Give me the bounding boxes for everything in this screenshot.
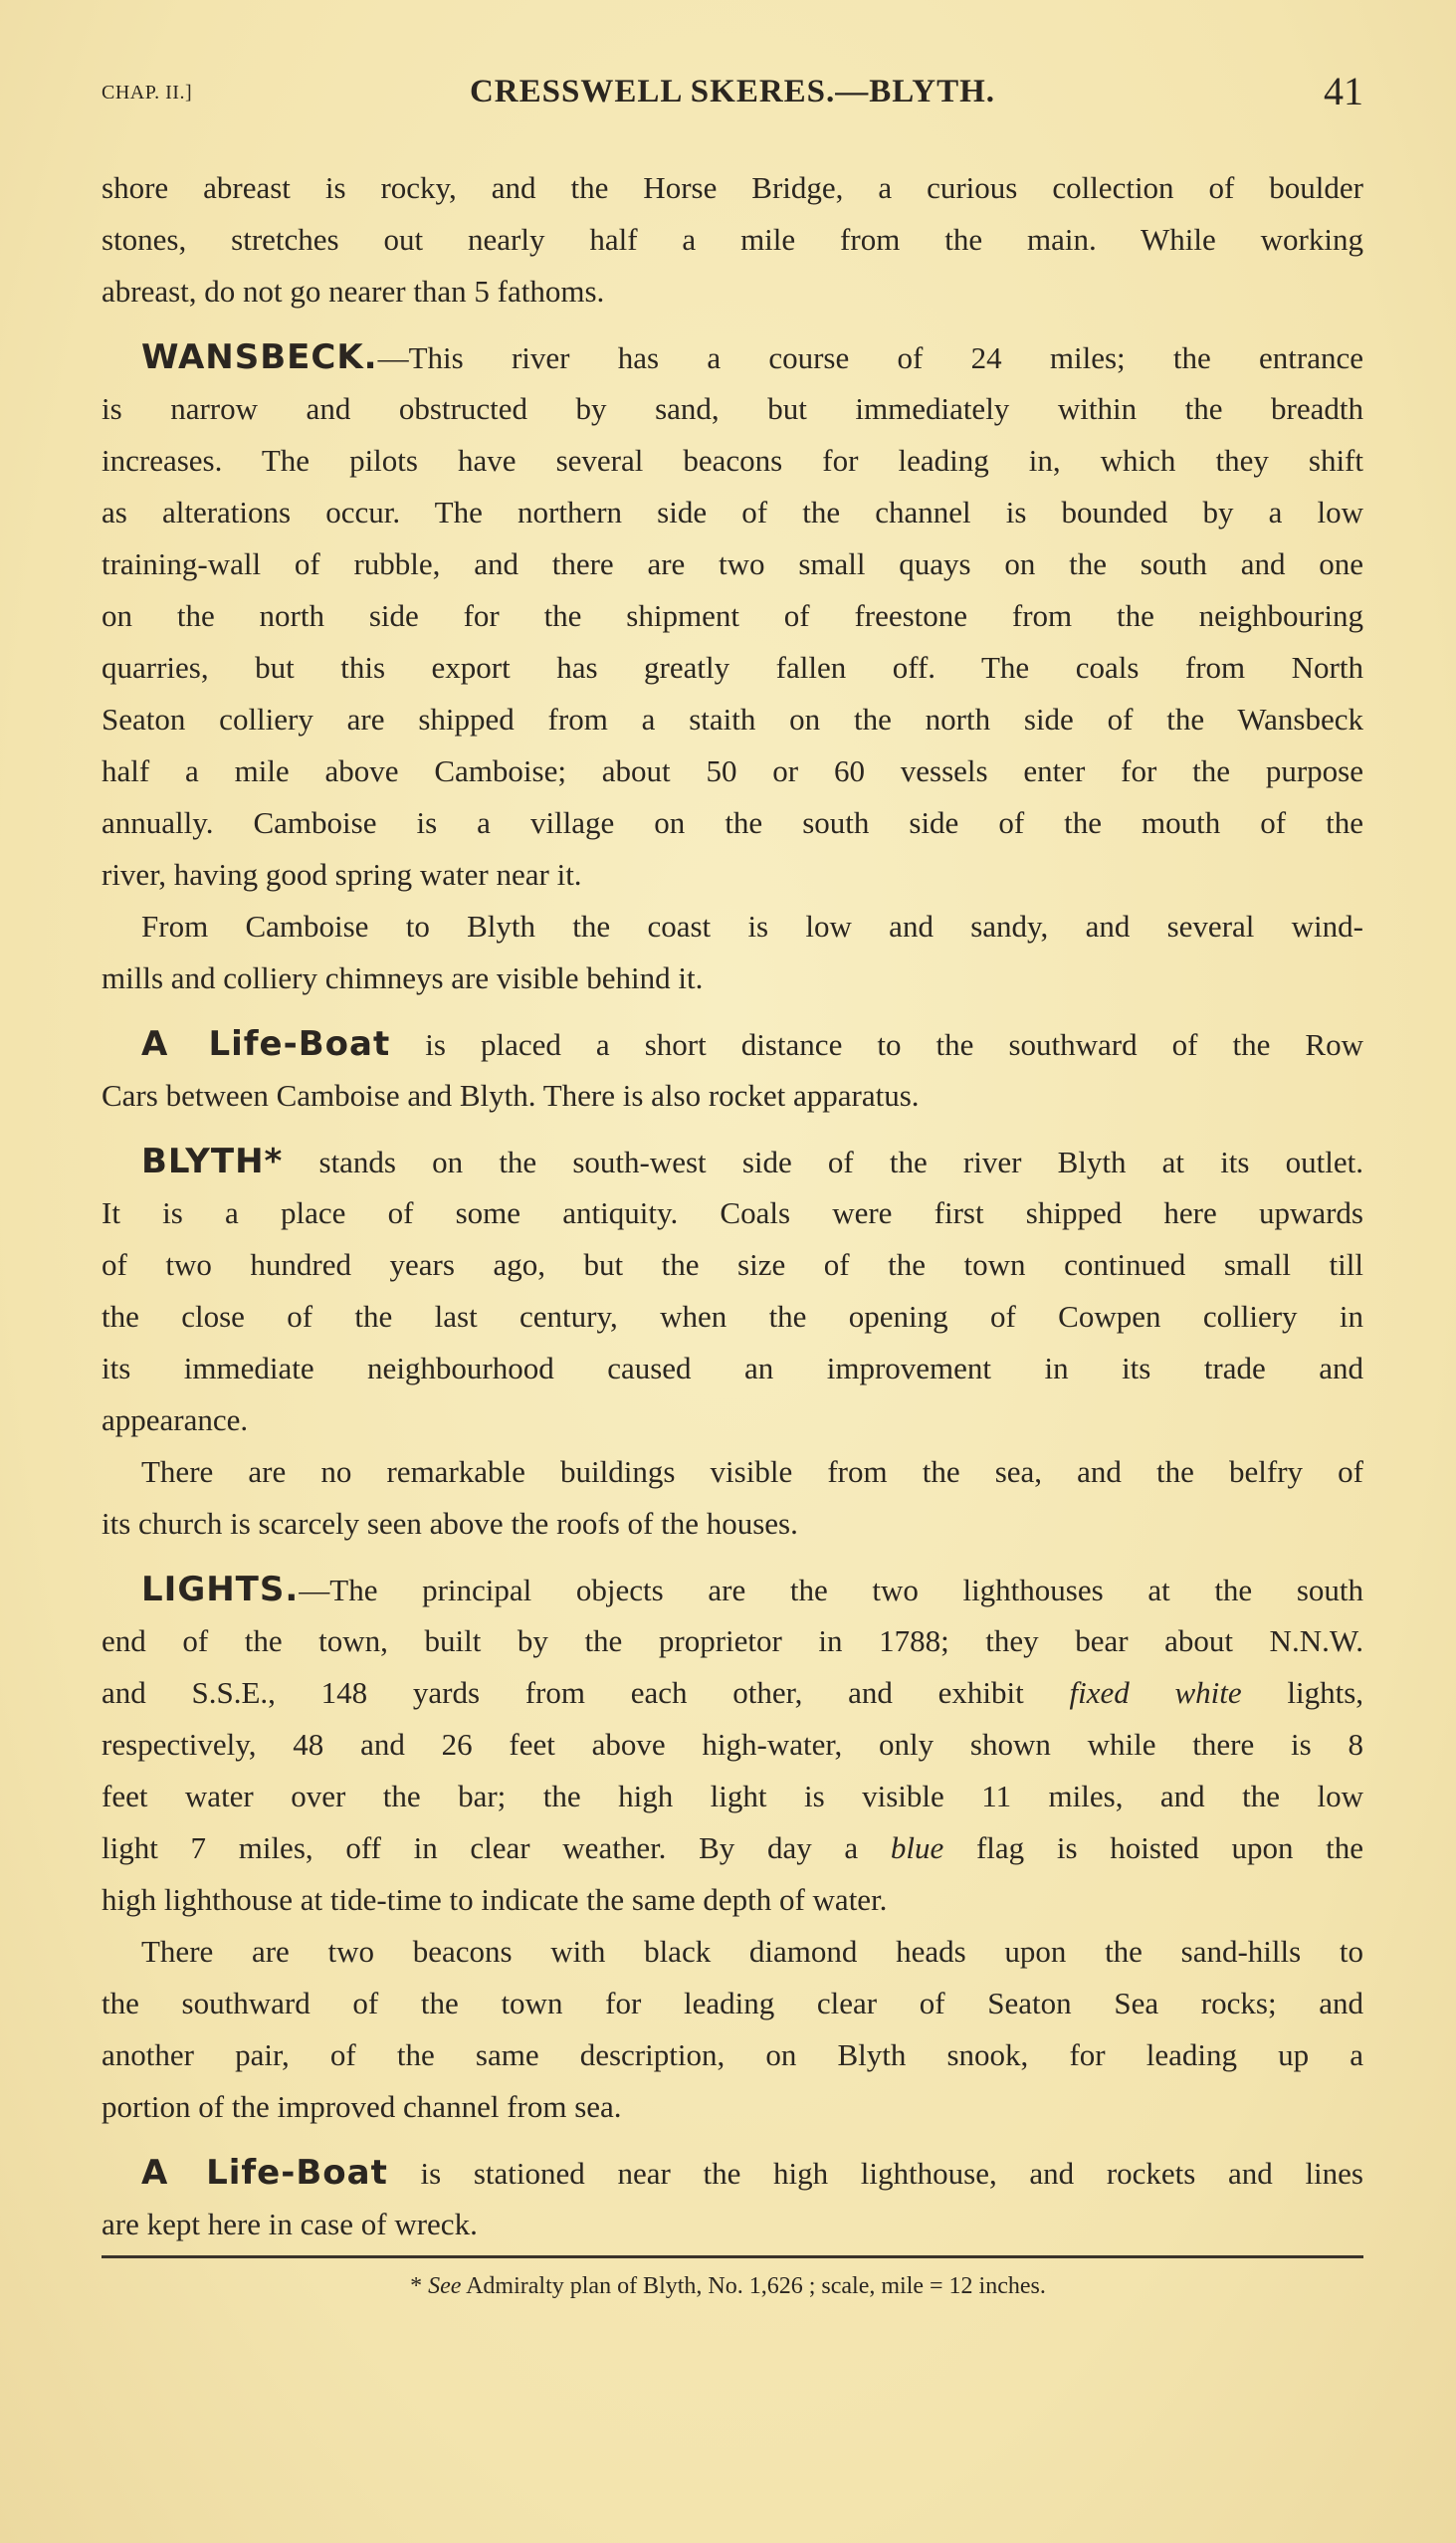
text-line: its immediate neighbourhood caused an improvement in its trade and [102, 1351, 1363, 1385]
footnote-rule [102, 2255, 1363, 2258]
text-line: It is a place of some antiquity. Coals were first shipped here upwards [102, 1195, 1363, 1230]
footnote-segment: See [428, 2273, 462, 2299]
footnote-segment: * [410, 2273, 429, 2299]
text-line: as alterations occur. The northern side of the channel is bounded by a low [102, 495, 1363, 530]
running-title: CRESSWELL SKERES.—BLYTH. [469, 74, 996, 109]
footnote-segment: Admiralty plan of Blyth, No. 1,626 ; scale, mile = 12 inches. [461, 2273, 1046, 2299]
text-line: Cars between Camboise and Blyth. There is also rocket apparatus. [102, 1078, 920, 1113]
text-segment: —This river has a course of 24 miles; the entrance [377, 340, 1363, 375]
text-line [141, 1136, 1363, 1187]
text-segment: lights, [1241, 1675, 1364, 1710]
text-line: mills and colliery chimneys are visible behind it. [102, 960, 704, 995]
text-segment: and S.S.E., 148 yards from each other, and exhibit [102, 1675, 1070, 1710]
text-line: training-wall of rubble, and there are two small quays on the south and one [102, 546, 1363, 581]
text-line: respectively, 48 and 26 feet above high-water, only shown while there is 8 [102, 1727, 1363, 1762]
text-line [141, 331, 1363, 383]
text-line: end of the town, built by the proprietor in 1788; they bear about N.N.W. [102, 1623, 1363, 1658]
text-line: is narrow and obstructed by sand, but immediately within the breadth [102, 391, 1363, 426]
page-number: 41 [1324, 69, 1363, 113]
text-line: the close of the last century, when the opening of Cowpen colliery in [102, 1299, 1363, 1334]
text-line: annually. Camboise is a village on the south side of the mouth of the [102, 805, 1363, 840]
italic-text: blue [890, 1830, 944, 1865]
text-segment: —The principal objects are the two lighthouses at the south [299, 1573, 1363, 1607]
text-line: There are two beacons with black diamond heads upon the sand-hills to [141, 1934, 1363, 1969]
text-line: are kept here in case of wreck. [102, 2207, 478, 2241]
text-line [102, 1822, 1363, 1874]
text-segment: is stationed near the high lighthouse, and rockets and lines [387, 2156, 1363, 2191]
section-heading: A Life-Boat [141, 2153, 388, 2193]
text-line: appearance. [102, 1402, 249, 1437]
text-line: feet water over the bar; the high light is visible 11 miles, and the low [102, 1779, 1363, 1813]
text-line: There are no remarkable buildings visible from the sea, and the belfry of [141, 1454, 1363, 1489]
text-line: of two hundred years ago, but the size of the town continued small till [102, 1247, 1363, 1282]
italic-text: fixed white [1069, 1675, 1242, 1710]
text-line: shore abreast is rocky, and the Horse Bridge, a curious collection of boulder [102, 170, 1363, 205]
text-segment: is placed a short distance to the southward of the Row [390, 1027, 1363, 1062]
text-line: another pair, of the same description, on Blyth snook, for leading up a [102, 2037, 1363, 2072]
section-heading: A Life-Boat [141, 1024, 391, 1064]
section-heading: BLYTH* [141, 1142, 284, 1181]
text-line: the southward of the town for leading clear of Seaton Sea rocks; and [102, 1986, 1363, 2020]
text-line [141, 2147, 1363, 2199]
section-heading: LIGHTS. [141, 1570, 300, 1609]
text-line [141, 1018, 1363, 1070]
text-line: river, having good spring water near it. [102, 857, 582, 892]
footnote [0, 2270, 1456, 2302]
text-segment: light 7 miles, off in clear weather. By day a [102, 1830, 891, 1865]
text-line: on the north side for the shipment of freestone from the neighbouring [102, 598, 1363, 633]
text-line: portion of the improved channel from sea. [102, 2089, 622, 2124]
text-line: increases. The pilots have several beacons for leading in, which they shift [102, 443, 1363, 478]
text-line: half a mile above Camboise; about 50 or 60 vessels enter for the purpose [102, 753, 1363, 788]
chapter-label: CHAP. II.] [102, 82, 193, 104]
text-line [141, 1564, 1363, 1615]
text-line: Seaton colliery are shipped from a staith on the north side of the Wansbeck [102, 702, 1363, 737]
text-line [102, 1667, 1363, 1719]
text-line: quarries, but this export has greatly fallen off. The coals from North [102, 650, 1363, 685]
text-segment: flag is hoisted upon the [943, 1830, 1364, 1865]
text-line: abreast, do not go nearer than 5 fathoms. [102, 274, 605, 309]
running-header [102, 68, 1363, 117]
text-line: its church is scarcely seen above the roofs of the houses. [102, 1506, 798, 1541]
section-heading: WANSBECK. [141, 337, 378, 377]
text-segment: stands on the south-west side of the river Blyth at its outlet. [283, 1145, 1363, 1179]
text-line: stones, stretches out nearly half a mile from the main. While working [102, 222, 1363, 257]
text-line: high lighthouse at tide-time to indicate the same depth of water. [102, 1882, 888, 1917]
text-line: From Camboise to Blyth the coast is low and sandy, and several wind- [141, 909, 1363, 944]
